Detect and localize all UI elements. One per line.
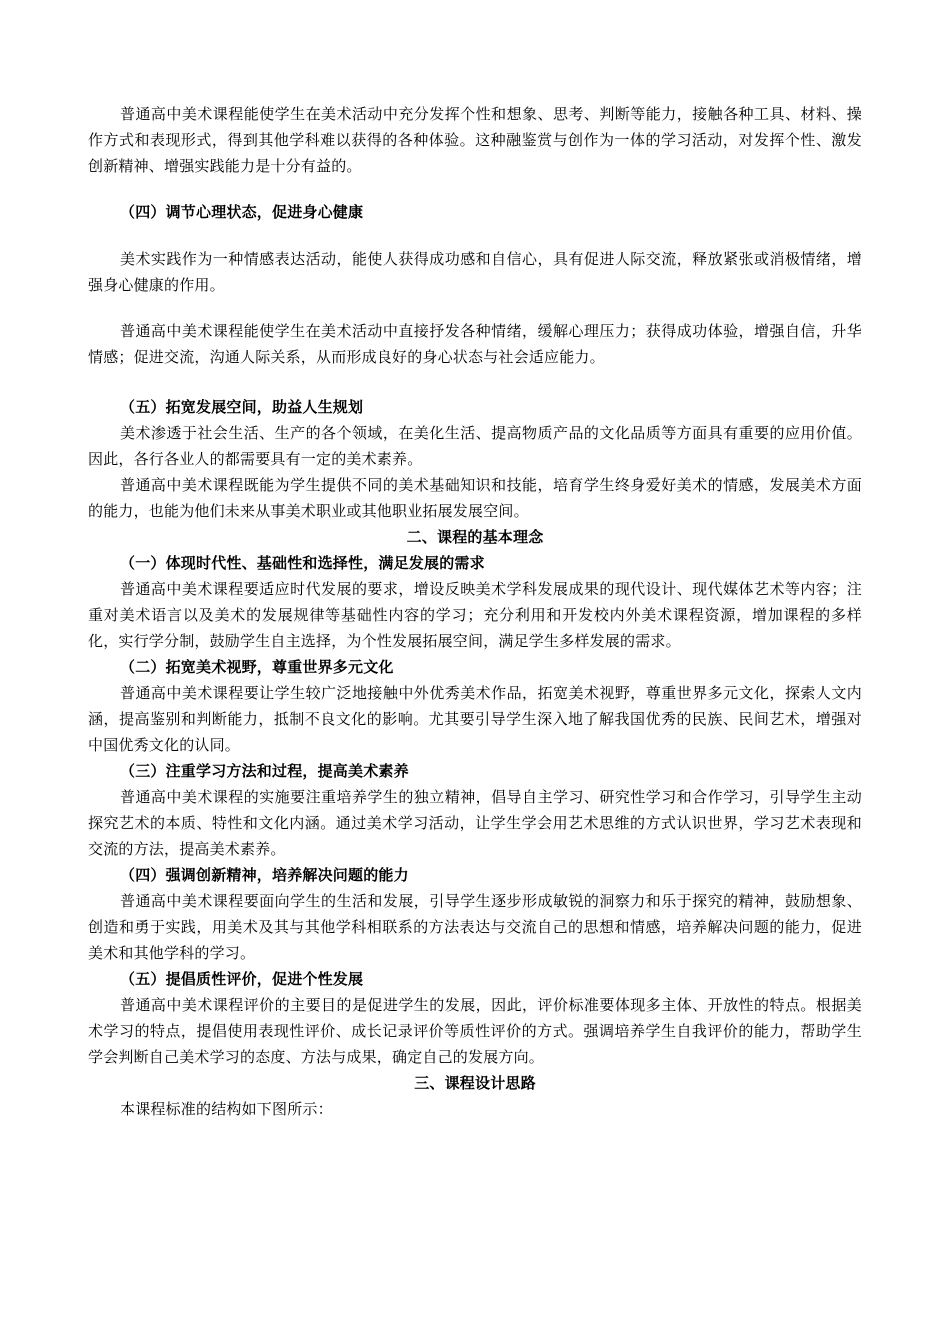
- paragraph: 美术渗透于社会生活、生产的各个领域，在美化生活、提高物质产品的文化品质等方面具有重要的应用价值。因此，各行各业人的都需要具有一定的美术素养。: [88, 424, 862, 468]
- paragraph: 普通高中美术课程能使学生在美术活动中直接抒发各种情绪，缓解心理压力；获得成功体验，增强自信，升华情感；促进交流，沟通人际关系，从而形成良好的身心状态与社会适应能力。: [88, 322, 862, 366]
- paragraph: 普通高中美术课程要让学生较广泛地接触中外优秀美术作品，拓宽美术视野，尊重世界多元文化，探索人文内涵，提高鉴别和判断能力，抵制不良文化的影响。尤其要引导学生深入地了解我国优秀的民族、民间艺术，增强对中国优秀文化的认同。: [88, 684, 862, 754]
- main-content-block: [88, 394, 862, 1122]
- paragraph-group-1: [88, 101, 862, 179]
- section-title-2: 二、课程的基本理念: [406, 528, 544, 546]
- paragraph-group-3: [88, 318, 862, 370]
- paragraph: 普通高中美术课程能使学生在美术活动中充分发挥个性和想象、思考、判断等能力，接触各种工具、材料、操作方式和表现形式，得到其他学科难以获得的各种体验。这种融鉴赏与创作为一体的学习活动，对发挥个性、激发创新精神、增强实践能力是十分有益的。: [88, 105, 862, 175]
- subheading-5: （五）拓宽发展空间，助益人生规划: [120, 398, 364, 416]
- paragraph: 普通高中美术课程的实施要注重培养学生的独立精神，倡导自主学习、研究性学习和合作学习，引导学生主动探究艺术的本质、特性和文化内涵。通过美术学习活动，让学生学会用艺术思维的方式认识世界，学习艺术表现和交流的方法，提高美术素养。: [88, 788, 862, 858]
- subheading: （五）提倡质性评价，促进个性发展: [120, 970, 364, 988]
- paragraph: 本课程标准的结构如下图所示：: [120, 1100, 333, 1118]
- paragraph: 普通高中美术课程要面向学生的生活和发展，引导学生逐步形成敏锐的洞察力和乐于探究的精神，鼓励想象、创造和勇于实践，用美术及其与其他学科相联系的方法表达与交流自己的思想和情感，培养解决问题的能力，促进美术和其他学科的学习。: [88, 892, 862, 962]
- paragraph: 普通高中美术课程评价的主要目的是促进学生的发展，因此，评价标准要体现多主体、开放性的特点。根据美术学习的特点，提倡使用表现性评价、成长记录评价等质性评价的方式。强调培养学生自我评价的能力，帮助学生学会判断自己美术学习的态度、方法与成果，确定自己的发展方向。: [88, 996, 862, 1066]
- section-heading-group: [88, 199, 862, 225]
- paragraph: 普通高中美术课程既能为学生提供不同的美术基础知识和技能，培育学生终身爱好美术的情感，发展美术方面的能力，也能为他们未来从事美术职业或其他职业拓展发展空间。: [88, 476, 862, 520]
- subheading: （四）强调创新精神，培养解决问题的能力: [120, 866, 409, 884]
- paragraph: 普通高中美术课程要适应时代发展的要求，增设反映美术学科发展成果的现代设计、现代媒体艺术等内容；注重对美术语言以及美术的发展规律等基础性内容的学习；充分利用和开发校内外美术课程资源，增加课程的多样化，实行学分制，鼓励学生自主选择，为个性发展拓展空间，满足学生多样发展的需求。: [88, 580, 862, 650]
- subheading-4: （四）调节心理状态，促进身心健康: [120, 203, 364, 221]
- subheading: （三）注重学习方法和过程，提高美术素养: [120, 762, 409, 780]
- paragraph-group-2: [88, 246, 862, 298]
- paragraph: 美术实践作为一种情感表达活动，能使人获得成功感和自信心，具有促进人际交流，释放紧张或消极情绪，增强身心健康的作用。: [88, 250, 862, 294]
- section-title-3: 三、课程设计思路: [414, 1074, 536, 1092]
- subheading: （一）体现时代性、基础性和选择性，满足发展的需求: [120, 554, 485, 572]
- subheading: （二）拓宽美术视野，尊重世界多元文化: [120, 658, 394, 676]
